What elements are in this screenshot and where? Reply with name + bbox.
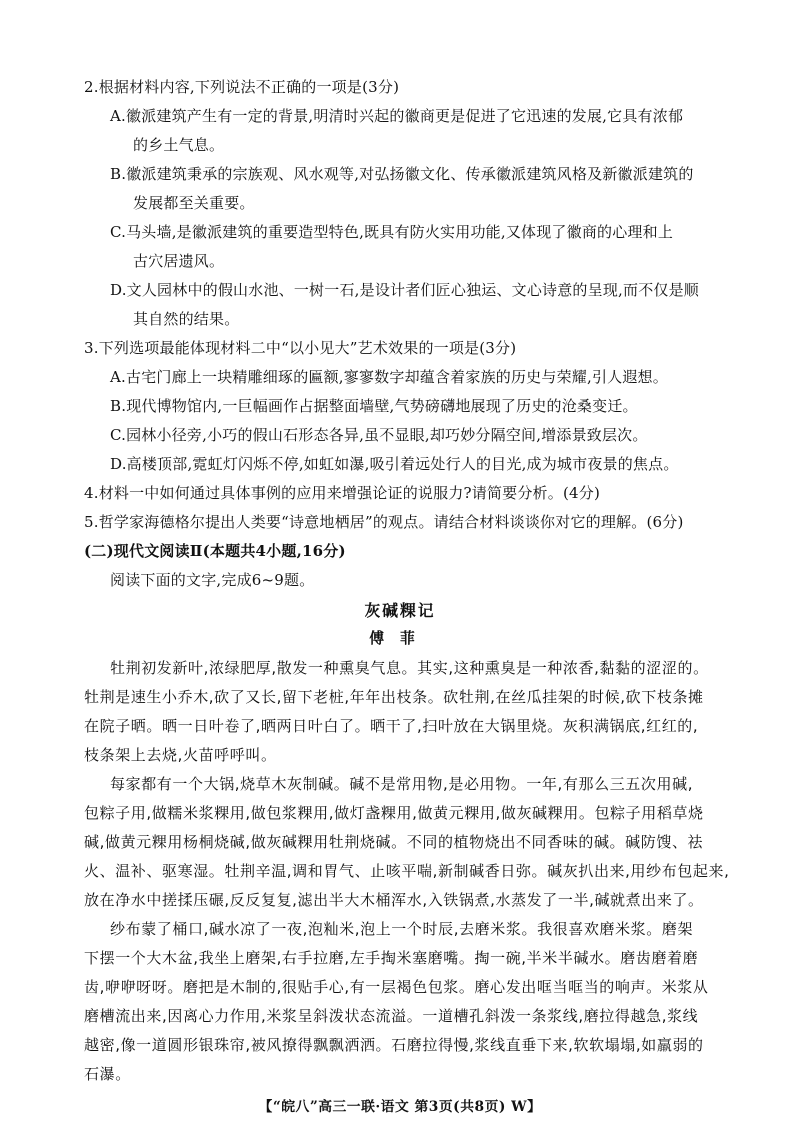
article-line: 纱布蒙了桶口,碱水凉了一夜,泡籼米,泡上一个时辰,去磨米浆。我很喜欢磨米浆。磨架 — [110, 920, 694, 938]
article-title: 灰碱粿记 — [364, 601, 436, 620]
article-line: 越密,像一道圆形银珠帘,被风撩得飘飘洒洒。石磨拉得慢,浆线直垂下来,软软塌塌,如羸弱的 — [84, 1036, 704, 1054]
question-2-option-c: C.马头墙,是徽派建筑的重要造型特色,既具有防火实用功能,又体现了徽商的心理和上 — [110, 223, 674, 241]
article-line: 包粽子用,做糯米浆粿用,做包浆粿用,做灯盏粿用,做黄元粿用,做灰碱粿用。包粽子用稻草烧 — [84, 804, 704, 822]
article-line: 每家都有一个大锅,烧草木灰制碱。碱不是常用物,是必用物。一年,有那么三五次用碱, — [110, 775, 694, 793]
question-2-option-a-continued: 的乡土气息。 — [133, 136, 225, 154]
article-line: 在院子晒。晒一日叶卷了,晒两日叶白了。晒干了,扫叶放在大锅里烧。灰积满锅底,红红的, — [84, 717, 699, 735]
question-2-option-c-continued: 古穴居遗风。 — [133, 252, 225, 270]
question-4: 4.材料一中如何通过具体事例的应用来增强论证的说服力?请简要分析。(4分) — [84, 484, 601, 502]
question-2-option-b: B.徽派建筑秉承的宗族观、风水观等,对弘扬徽文化、传承徽派建筑风格及新徽派建筑的 — [110, 165, 694, 183]
article-line: 下摆一个大木盆,我坐上磨架,右手拉磨,左手掏米塞磨嘴。掏一碗,半米半碱水。磨齿磨着磨 — [84, 949, 699, 967]
question-3-option-b: B.现代博物馆内,一巨幅画作占据整面墙壁,气势磅礴地展现了历史的沧桑变迁。 — [110, 397, 638, 415]
question-2-option-d: D.文人园林中的假山水池、一树一石,是设计者们匠心独运、文心诗意的呈现,而不仅是顺 — [110, 281, 699, 299]
article-line: 火、温补、驱寒湿。牡荆辛温,调和胃气、止咳平喘,新制碱香日弥。碱灰扒出来,用纱布包起来, — [84, 862, 730, 880]
question-3-option-c: C.园林小径旁,小巧的假山石形态各异,虽不显眼,却巧妙分隔空间,增添景致层次。 — [110, 426, 648, 444]
article-author: 傅菲 — [369, 630, 431, 647]
question-3-option-a: A.古宅门廊上一块精雕细琢的匾额,寥寥数字却蕴含着家族的历史与荣耀,引人遐想。 — [110, 368, 668, 386]
question-2-option-d-continued: 其自然的结果。 — [133, 310, 240, 328]
article-line: 牡荆初发新叶,浓绿肥厚,散发一种熏臭气息。其实,这种熏臭是一种浓香,黏黏的涩涩的。 — [110, 659, 709, 677]
question-2-stem: 2.根据材料内容,下列说法不正确的一项是(3分) — [84, 78, 400, 96]
article-line: 牡荆是速生小乔木,砍了又长,留下老桩,年年出枝条。砍牡荆,在丝瓜挂架的时候,砍下枝条摊 — [84, 688, 704, 706]
question-2-option-b-continued: 发展都至关重要。 — [133, 194, 255, 212]
article-line: 枝条架上去烧,火苗呼呼叫。 — [84, 746, 277, 764]
article-line: 碱,做黄元粿用杨桐烧碱,做灰碱粿用牡荆烧碱。不同的植物烧出不同香味的碱。碱防馊、祛 — [84, 833, 704, 851]
article-line: 放在净水中搓揉压碾,反反复复,滤出半大木桶浑水,入铁锅煮,水蒸发了一半,碱就煮出来了。 — [84, 891, 704, 909]
article-line: 齿,咿咿呀呀。磨把是木制的,很贴手心,有一层褐色包浆。磨心发出哐当哐当的响声。米浆从 — [84, 978, 709, 996]
section-heading: (二)现代文阅读Ⅱ(本题共4小题,16分) — [84, 542, 346, 560]
article-line: 磨槽流出来,因离心力作用,米浆呈斜泼状态流溢。一道槽孔斜泼一条浆线,磨拉得越急,浆线 — [84, 1007, 699, 1025]
section-instruction: 阅读下面的文字,完成6~9题。 — [110, 571, 315, 589]
question-5: 5.哲学家海德格尔提出人类要“诗意地栖居”的观点。请结合材料谈谈你对它的理解。(6分) — [84, 513, 684, 531]
page-footer: 【“皖八”高三一联·语文 第3页(共8页) W】 — [258, 1099, 542, 1115]
question-3-stem: 3.下列选项最能体现材料二中“以小见大”艺术效果的一项是(3分) — [84, 339, 517, 357]
question-3-option-d: D.高楼顶部,霓虹灯闪烁不停,如虹如瀑,吸引着远处行人的目光,成为城市夜景的焦点。 — [110, 455, 679, 473]
question-2-option-a: A.徽派建筑产生有一定的背景,明清时兴起的徽商更是促进了它迅速的发展,它具有浓郁 — [110, 107, 684, 125]
article-line: 石瀑。 — [84, 1065, 131, 1083]
